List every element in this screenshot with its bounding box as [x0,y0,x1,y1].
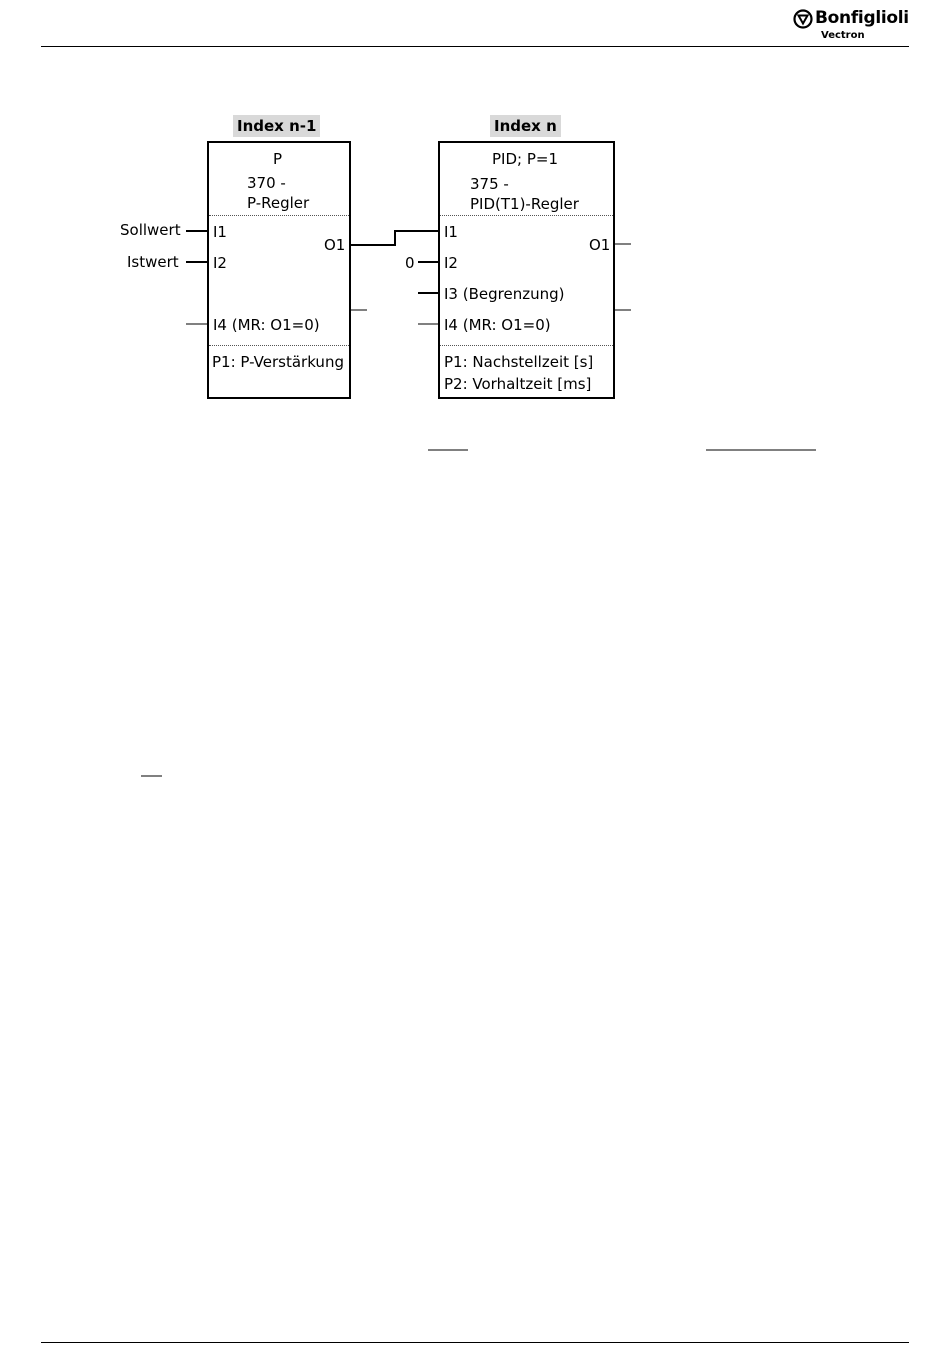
logo-brand-text: Bonfiglioli [815,8,909,28]
block1-divider-bottom [209,345,349,346]
actual-value-label: Istwert [127,253,179,271]
block2-output-o1: O1 [589,236,611,254]
block2-input-i1: I1 [444,223,458,241]
block2-index-label: Index n [490,115,561,137]
block1-input-i2: I2 [213,254,227,272]
block2-input-i3: I3 (Begrenzung) [444,285,565,303]
block1-number: 370 - [247,174,286,192]
block1-param-p1: P1: P-Verstärkung [212,353,344,371]
block2-divider-bottom [440,345,613,346]
block2-param-p2: P2: Vorhaltzeit [ms] [444,375,592,393]
block2-title: PID; P=1 [492,150,558,168]
block1-output-o1: O1 [324,236,346,254]
block2-number: 375 - [470,175,509,193]
block1-name: P-Regler [247,194,310,212]
setpoint-label: Sollwert [120,221,181,239]
block2-input-i4: I4 (MR: O1=0) [444,316,551,334]
wire-block1-o1-to-block2-i1 [349,231,440,245]
block1-title: P [273,150,283,168]
block2-param-p1: P1: Nachstellzeit [s] [444,353,594,371]
block1-input-i1: I1 [213,223,227,241]
block2-input-i2: I2 [444,254,458,272]
block1-divider-top [209,215,349,216]
zero-input-label: 0 [405,254,415,272]
block2-divider-top [440,215,613,216]
block2-name: PID(T1)-Regler [470,195,579,213]
block1-input-i4: I4 (MR: O1=0) [213,316,320,334]
block1-index-label: Index n-1 [233,115,320,137]
logo-sub-brand-text: Vectron [821,30,865,41]
